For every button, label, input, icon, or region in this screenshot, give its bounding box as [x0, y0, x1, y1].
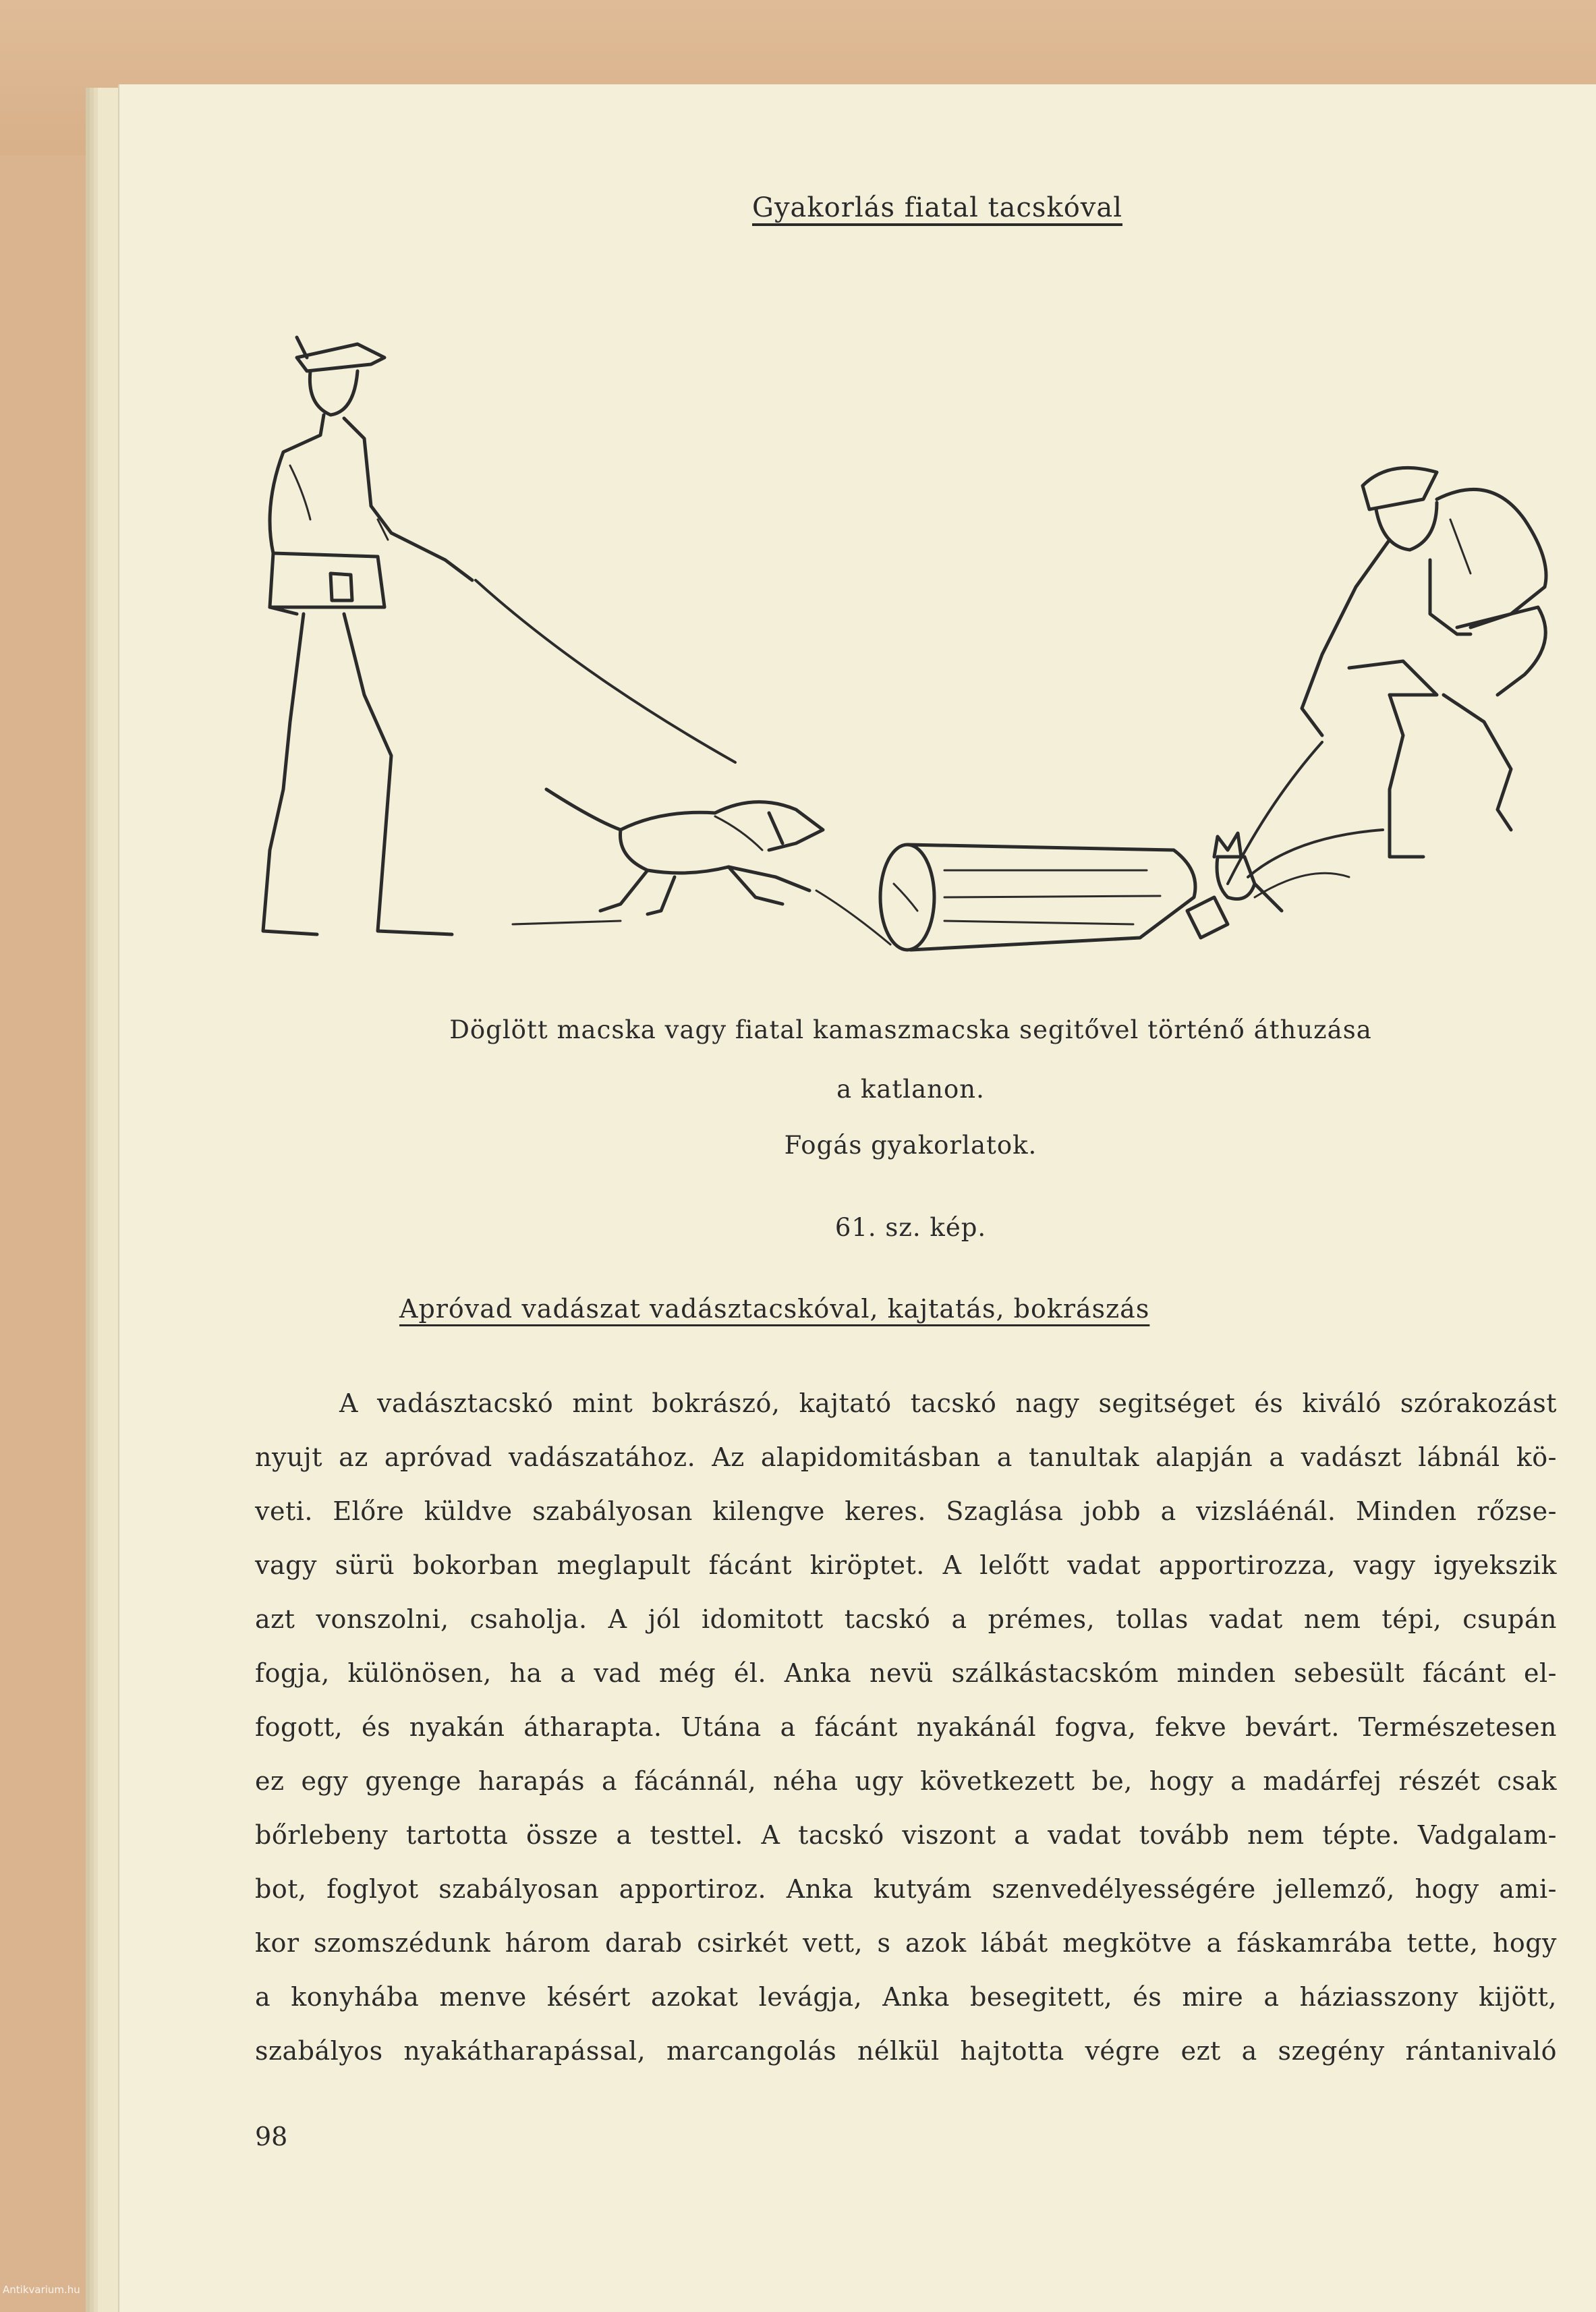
body-line: vagy sürü bokorban meglapult fácánt kiröptet. A lelőtt vadat apportirozza, vagy igyekszik [255, 1550, 1557, 1580]
body-line: szabályos nyakátharapással, marcangolás nélkül hajtotta végre ezt a szegény rántanivaló [255, 2036, 1557, 2066]
page-number: 98 [255, 2122, 288, 2151]
watermark-text: Antikvarium.hu [3, 2284, 80, 2296]
left-leash [476, 580, 735, 762]
left-hunter-figure [263, 337, 472, 934]
cat-figure [1187, 833, 1282, 938]
caption-line-2: a katlanon. [836, 1075, 985, 1104]
body-line: fogja, különösen, ha a vad még él. Anka nevü szálkástacskóm minden sebesült fácánt el- [255, 1658, 1557, 1688]
training-illustration [243, 317, 1565, 965]
body-text [255, 1376, 1557, 2078]
body-line: bőrlebeny tartotta össze a testtel. A tacskó viszont a vadat tovább nem tépte. Vadgalam- [255, 1820, 1557, 1850]
body-line: a konyhába menve késért azokat levágja, Anka besegitett, és mire a háziasszony kijött, [255, 1982, 1557, 2012]
body-line: A vadásztacskó mint bokrászó, kajtató tacskó nagy segitséget és kiváló szórakozást [339, 1388, 1557, 1418]
body-line: kor szomszédunk három darab csirkét vett, s azok lábát megkötve a fáskamrába tette, hogy [255, 1928, 1557, 1958]
figure-number: 61. sz. kép. [834, 1213, 987, 1242]
dachshund-figure [546, 789, 823, 914]
caption-line-3: Fogás gyakorlatok. [784, 1131, 1037, 1160]
body-line: nyujt az apróvad vadászatához. Az alapidomitásban a tanultak alapján a vadászt lábnál kö- [255, 1442, 1557, 1472]
body-line: ez egy gyenge harapás a fácánnál, néha ugy következett be, hogy a madárfej részét csak [255, 1766, 1557, 1796]
caption-line-1: Döglött macska vagy fiatal kamaszmacska segitővel történő áthuzása [449, 1015, 1372, 1044]
right-hunter-figure [1302, 468, 1546, 857]
page-title: Gyakorlás fiatal tacskóval [752, 192, 1123, 223]
body-line: veti. Előre küldve szabályosan kilengve keres. Szaglása jobb a vizsláénál. Minden rőzse- [255, 1496, 1557, 1526]
body-line: azt vonszolni, csaholja. A jól idomitott tacskó a prémes, tollas vadat nem tépi, csupán [255, 1604, 1557, 1634]
body-line: fogott, és nyakán átharapta. Utána a fácánt nyakánál fogva, fekve bevárt. Természetesen [255, 1712, 1557, 1742]
section-title: Apróvad vadászat vadásztacskóval, kajtatás, bokrászás [399, 1294, 1150, 1324]
body-line: bot, foglyot szabályosan apportiroz. Anka kutyám szenvedélyességére jellemző, hogy ami- [255, 1874, 1557, 1904]
log-figure [880, 845, 1195, 950]
rope [1248, 830, 1383, 877]
